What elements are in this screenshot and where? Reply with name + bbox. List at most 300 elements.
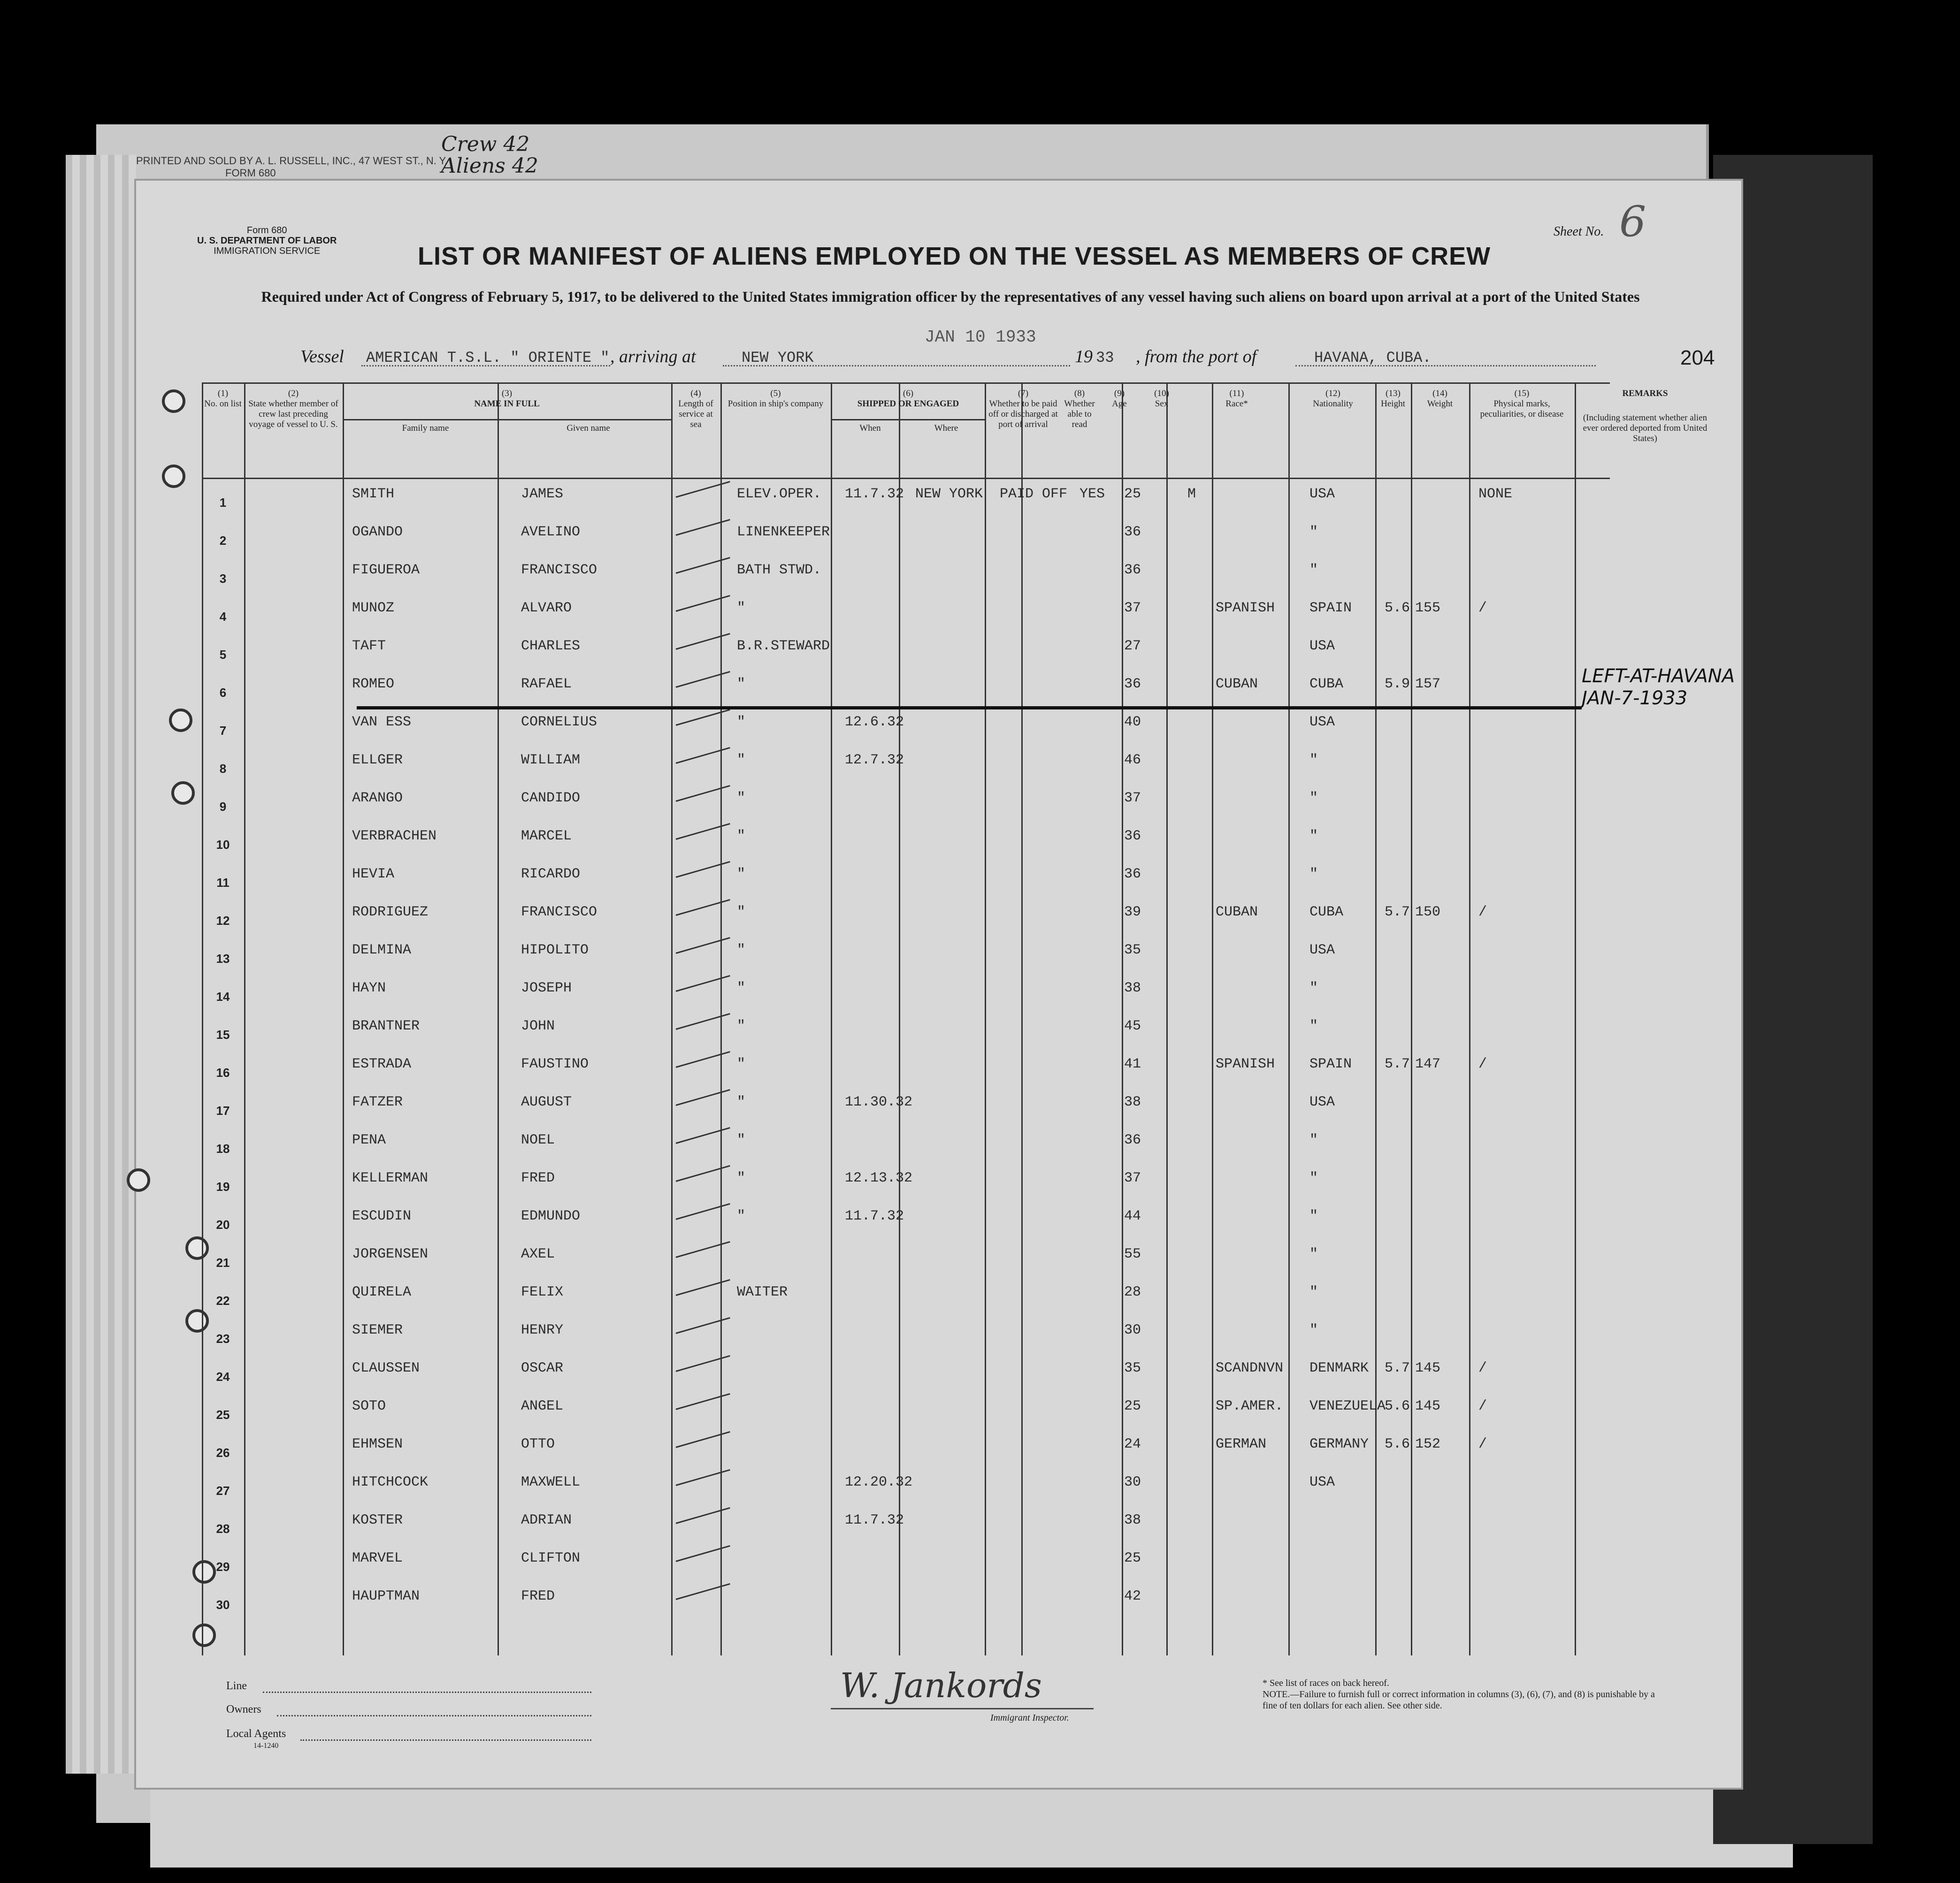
cell-race: GERMAN: [1216, 1436, 1267, 1452]
cell-nationality: ": [1309, 1170, 1318, 1186]
cell-age: 38: [1124, 980, 1141, 996]
binder-hole: [171, 781, 195, 805]
row-number: 5: [219, 648, 227, 662]
cell-race: SCANDNVN: [1216, 1360, 1284, 1376]
column-number: (12): [1325, 389, 1340, 398]
cell-nationality: ": [1309, 562, 1318, 578]
column-rule: [985, 384, 986, 1655]
column-number: (3): [501, 389, 513, 398]
column-header: [245, 389, 341, 430]
cell-paid: PAID OFF: [1000, 486, 1068, 502]
cell-given: RICARDO: [521, 866, 581, 882]
cell-weight: 157: [1415, 676, 1441, 692]
cell-when: 11.7.32: [845, 1512, 904, 1528]
cell-given: RAFAEL: [521, 676, 572, 692]
sheet-number-value: 6: [1619, 197, 1646, 246]
cell-marks: /: [1478, 1398, 1487, 1414]
row-number: 3: [219, 572, 227, 586]
date-stamp: JAN 10 1933: [925, 328, 1036, 347]
row-number: 30: [216, 1598, 230, 1612]
service-check-mark: [676, 823, 730, 840]
cell-nationality: ": [1309, 1246, 1318, 1262]
cell-nationality: ": [1309, 866, 1318, 882]
binder-hole: [162, 389, 185, 413]
inspector-label: Immigrant Inspector.: [990, 1713, 1069, 1723]
binder-hole: [169, 709, 192, 732]
cell-nationality: GERMANY: [1309, 1436, 1369, 1452]
row-number: 2: [219, 534, 227, 548]
cell-marks: /: [1478, 1360, 1487, 1376]
cell-family: VERBRACHEN: [352, 828, 437, 844]
column-header: [1377, 389, 1409, 409]
column-label: Whether to be paid off or discharged at port of arrival: [988, 399, 1058, 429]
row-number: 29: [216, 1560, 230, 1574]
service-check-mark: [676, 937, 730, 954]
row-number: 22: [216, 1294, 230, 1308]
cell-position: ": [737, 790, 746, 806]
cell-family: SMITH: [352, 486, 395, 502]
column-rule: [720, 384, 722, 1655]
column-label: Race*: [1225, 399, 1248, 409]
cell-marks: NONE: [1478, 486, 1513, 502]
service-check-mark: [676, 861, 730, 878]
cell-family: VAN ESS: [352, 714, 412, 730]
cell-when: 11.7.32: [845, 1208, 904, 1224]
cell-age: 37: [1124, 600, 1141, 616]
cell-given: FRED: [521, 1588, 555, 1604]
service-check-mark: [676, 1241, 730, 1258]
cell-position: ": [737, 600, 746, 616]
cell-family: MARVEL: [352, 1550, 403, 1566]
cell-family: SIEMER: [352, 1322, 403, 1338]
column-number: (6): [903, 389, 914, 398]
column-label: Whether able to read: [1064, 399, 1095, 429]
column-rule: [899, 384, 900, 1655]
binder-hole: [127, 1168, 150, 1192]
row-number: 7: [219, 724, 227, 738]
arriving-label: , arriving at: [610, 347, 696, 366]
cell-family: FATZER: [352, 1094, 403, 1110]
cell-position: ": [737, 828, 746, 844]
column-number: (10): [1154, 389, 1169, 398]
cell-weight: 150: [1415, 904, 1441, 920]
cell-nationality: USA: [1309, 486, 1335, 502]
service-check-mark: [676, 1545, 730, 1562]
cell-given: OTTO: [521, 1436, 555, 1452]
service-check-mark: [676, 1013, 730, 1030]
row-number: 23: [216, 1332, 230, 1346]
cell-given: MAXWELL: [521, 1474, 581, 1490]
column-rule: [1469, 384, 1470, 1655]
cell-nationality: USA: [1309, 714, 1335, 730]
cell-given: JOHN: [521, 1018, 555, 1034]
row-number: 12: [216, 914, 230, 928]
cell-nationality: ": [1309, 1132, 1318, 1148]
cell-given: JOSEPH: [521, 980, 572, 996]
column-number: (1): [217, 389, 229, 398]
cell-when: 12.6.32: [845, 714, 904, 730]
cell-given: FAUSTINO: [521, 1056, 589, 1072]
cell-age: 36: [1124, 828, 1141, 844]
cell-weight: 155: [1415, 600, 1441, 616]
cell-age: 24: [1124, 1436, 1141, 1452]
service-check-mark: [676, 1431, 730, 1448]
service-check-mark: [676, 747, 730, 764]
service-check-mark: [676, 633, 730, 650]
column-rule: [202, 384, 203, 1655]
vessel-label: Vessel: [300, 347, 344, 366]
cell-given: FRANCISCO: [521, 562, 597, 578]
cell-age: 41: [1124, 1056, 1141, 1072]
column-header: [1142, 389, 1181, 409]
service-check-mark: [676, 1583, 730, 1600]
cell-nationality: ": [1309, 1322, 1318, 1338]
cell-age: 42: [1124, 1588, 1141, 1604]
service-check-mark: [676, 519, 730, 536]
row-number: 27: [216, 1484, 230, 1498]
cell-family: HAYN: [352, 980, 386, 996]
remark-line-1: LEFT-AT-HAVANA: [1582, 665, 1735, 687]
row-number: 20: [216, 1218, 230, 1232]
column-header: [1412, 389, 1468, 409]
cell-given: AUGUST: [521, 1094, 572, 1110]
cell-nationality: CUBA: [1309, 904, 1344, 920]
footer-form-code: 14-1240: [253, 1742, 279, 1750]
cell-age: 36: [1124, 866, 1141, 882]
cell-family: HITCHCOCK: [352, 1474, 429, 1490]
column-sublabel: Family name: [402, 423, 449, 433]
cell-height: 5.7: [1385, 1360, 1410, 1376]
cell-given: CHARLES: [521, 638, 581, 654]
form-tag: Form 680 U. S. DEPARTMENT OF LABOR IMMIGRATION SERVICE: [197, 225, 337, 256]
year-suffix: 33: [1096, 349, 1114, 366]
cell-nationality: SPAIN: [1309, 1056, 1352, 1072]
vessel-name: AMERICAN T.S.L. " ORIENTE ": [366, 349, 610, 366]
row-number: 28: [216, 1522, 230, 1536]
column-sublabel: Given name: [567, 423, 610, 433]
cell-when: 12.13.32: [845, 1170, 913, 1186]
cell-position: ": [737, 942, 746, 958]
column-header: [1184, 389, 1289, 409]
row-number: 4: [219, 610, 227, 624]
service-check-mark: [676, 557, 730, 574]
column-rule: [1212, 384, 1213, 1655]
row-number: 18: [216, 1142, 230, 1156]
cell-given: WILLIAM: [521, 752, 581, 768]
row-number: 25: [216, 1408, 230, 1422]
row-number: 24: [216, 1370, 230, 1384]
column-rule: [1166, 384, 1168, 1655]
cell-family: FIGUEROA: [352, 562, 420, 578]
column-number: (14): [1432, 389, 1447, 398]
cell-age: 35: [1124, 942, 1141, 958]
cell-age: 36: [1124, 524, 1141, 540]
row-number: 14: [216, 990, 230, 1004]
cell-given: FELIX: [521, 1284, 564, 1300]
cell-nationality: ": [1309, 980, 1318, 996]
inspector-signature: W. Jankords: [840, 1666, 1042, 1705]
column-header: [344, 389, 670, 434]
printer-header: PRINTED AND SOLD BY A. L. RUSSELL, INC., 47 WEST ST., N. Y. FORM 680: [136, 155, 448, 179]
cell-sex: M: [1187, 486, 1196, 502]
cell-position: ": [737, 980, 746, 996]
service-check-mark: [676, 899, 730, 916]
cell-given: FRANCISCO: [521, 904, 597, 920]
cell-position: LINENKEEPER: [737, 524, 830, 540]
column-rule: [1375, 384, 1377, 1655]
page-title: LIST OR MANIFEST OF ALIENS EMPLOYED ON THE VESSEL AS MEMBERS OF CREW: [418, 242, 1491, 270]
row-number: 19: [216, 1180, 230, 1194]
cell-position: ": [737, 752, 746, 768]
column-rule: [1122, 384, 1123, 1655]
cell-age: 55: [1124, 1246, 1141, 1262]
column-header: [832, 389, 984, 434]
cell-marks: /: [1478, 904, 1487, 920]
row-number: 9: [219, 800, 227, 814]
column-rule: [343, 384, 344, 1655]
footer-agents-label: Local Agents: [226, 1728, 286, 1740]
cell-age: 36: [1124, 676, 1141, 692]
cell-given: ANGEL: [521, 1398, 564, 1414]
cell-nationality: ": [1309, 1284, 1318, 1300]
cell-age: 39: [1124, 904, 1141, 920]
column-number: (13): [1386, 389, 1401, 398]
service-check-mark: [676, 671, 730, 688]
column-rule: [1575, 384, 1576, 1655]
cell-read: YES: [1080, 486, 1105, 502]
cell-marks: /: [1478, 1056, 1487, 1072]
service-check-mark: [676, 1317, 730, 1334]
cell-position: ": [737, 1132, 746, 1148]
cell-given: HIPOLITO: [521, 942, 589, 958]
column-header: [1292, 389, 1374, 409]
cell-age: 25: [1124, 1398, 1141, 1414]
column-header: [203, 389, 243, 409]
column-label: SHIPPED OR ENGAGED: [857, 399, 959, 409]
column-number: (7): [1018, 389, 1029, 398]
column-number: (15): [1514, 389, 1530, 398]
column-number: (2): [288, 389, 299, 398]
cell-position: ": [737, 1018, 746, 1034]
row-number: 26: [216, 1446, 230, 1460]
cell-height: 5.6: [1385, 1398, 1410, 1414]
cell-nationality: VENEZUELA: [1309, 1398, 1386, 1414]
column-sublabel: Where: [934, 423, 958, 433]
sheet-number-label: Sheet No.: [1554, 224, 1604, 239]
row-number: 6: [219, 686, 227, 700]
cell-nationality: ": [1309, 752, 1318, 768]
column-header: [1062, 389, 1097, 430]
column-label: Length of service at sea: [678, 399, 713, 429]
cell-nationality: SPAIN: [1309, 600, 1352, 616]
vessel-dotline-1: [361, 365, 610, 366]
cell-weight: 152: [1415, 1436, 1441, 1452]
header-rule: [202, 478, 1610, 479]
cell-family: PENA: [352, 1132, 386, 1148]
row-number: 13: [216, 952, 230, 966]
column-rule: [1411, 384, 1412, 1655]
footer-owners-field: [277, 1715, 591, 1716]
cell-family: EHMSEN: [352, 1436, 403, 1452]
cell-age: 40: [1124, 714, 1141, 730]
cell-given: FRED: [521, 1170, 555, 1186]
row-number: 8: [219, 762, 227, 776]
footer-notes: * See list of races on back hereof. NOTE.—Failure to furnish full or correct information in columns (3), (6), (7), and (8) is punishable by a fine of ten dollars for each alien. See other side.: [1263, 1678, 1655, 1711]
column-label: Position in ship's company: [727, 399, 824, 409]
binder-hole: [162, 465, 185, 488]
cell-family: ESCUDIN: [352, 1208, 412, 1224]
column-number: (9): [1114, 389, 1125, 398]
column-rule: [244, 384, 245, 1655]
remark-line-2: JAN-7-1933: [1582, 687, 1688, 709]
column-label: REMARKS: [1622, 389, 1668, 398]
from-label: , from the port of: [1136, 347, 1257, 366]
cell-age: 46: [1124, 752, 1141, 768]
footer-owners-label: Owners: [226, 1703, 261, 1715]
cell-race: SPANISH: [1216, 600, 1275, 616]
cell-nationality: CUBA: [1309, 676, 1344, 692]
service-check-mark: [676, 1393, 730, 1410]
cell-nationality: DENMARK: [1309, 1360, 1369, 1376]
column-label: No. on list: [204, 399, 242, 409]
column-header: [722, 389, 829, 409]
cell-position: B.R.STEWARD: [737, 638, 830, 654]
cell-age: 36: [1124, 1132, 1141, 1148]
cell-age: 37: [1124, 790, 1141, 806]
cell-position: ELEV.OPER.: [737, 486, 822, 502]
cell-given: AVELINO: [521, 524, 581, 540]
cell-race: SP.AMER.: [1216, 1398, 1284, 1414]
row-number: 17: [216, 1104, 230, 1118]
cell-nationality: ": [1309, 790, 1318, 806]
row-number: 16: [216, 1066, 230, 1080]
cell-nationality: ": [1309, 1208, 1318, 1224]
cell-given: CORNELIUS: [521, 714, 597, 730]
row-number: 10: [216, 838, 230, 852]
cell-family: SOTO: [352, 1398, 386, 1414]
cell-family: ESTRADA: [352, 1056, 412, 1072]
column-label: Age: [1112, 399, 1127, 409]
cell-given: OSCAR: [521, 1360, 564, 1376]
cell-position: ": [737, 1170, 746, 1186]
column-label: NAME IN FULL: [474, 399, 540, 409]
cell-family: ELLGER: [352, 752, 403, 768]
cell-given: AXEL: [521, 1246, 555, 1262]
cell-family: DELMINA: [352, 942, 412, 958]
cell-marks: /: [1478, 600, 1487, 616]
column-header: [987, 389, 1059, 430]
arrival-port: NEW YORK: [742, 349, 814, 366]
cell-age: 30: [1124, 1322, 1141, 1338]
cell-family: ARANGO: [352, 790, 403, 806]
cell-position: ": [737, 676, 746, 692]
underlying-sheet-bottom: [150, 1783, 1793, 1868]
cell-age: 44: [1124, 1208, 1141, 1224]
column-label: Physical marks, peculiarities, or disease: [1480, 399, 1564, 419]
cell-given: MARCEL: [521, 828, 572, 844]
cell-position: ": [737, 904, 746, 920]
row-number: 21: [216, 1256, 230, 1270]
cell-family: RODRIGUEZ: [352, 904, 429, 920]
column-number: (4): [690, 389, 701, 398]
page-number: 204: [1680, 346, 1715, 369]
cell-family: OGANDO: [352, 524, 403, 540]
cell-age: 25: [1124, 486, 1141, 502]
row-number: 11: [216, 876, 230, 890]
cell-position: BATH STWD.: [737, 562, 822, 578]
cell-given: ALVARO: [521, 600, 572, 616]
cell-height: 5.6: [1385, 600, 1410, 616]
cell-family: QUIRELA: [352, 1284, 412, 1300]
cell-age: 38: [1124, 1094, 1141, 1110]
service-check-mark: [676, 785, 730, 802]
column-sublabel: (Including statement whether alien ever ordered deported from United States): [1583, 413, 1707, 443]
cell-nationality: ": [1309, 524, 1318, 540]
column-rule: [498, 384, 499, 1655]
cell-age: 27: [1124, 638, 1141, 654]
cell-nationality: ": [1309, 828, 1318, 844]
cell-position: ": [737, 714, 746, 730]
cell-given: CLIFTON: [521, 1550, 581, 1566]
column-rule: [1288, 384, 1290, 1655]
footer-line-field: [263, 1692, 591, 1693]
service-check-mark: [676, 709, 730, 726]
crew-count-note: Crew 42 Aliens 42: [441, 132, 538, 178]
column-label: State whether member of crew last preceding voyage of vessel to U. S.: [248, 399, 338, 429]
service-check-mark: [676, 595, 730, 612]
cell-age: 28: [1124, 1284, 1141, 1300]
cell-nationality: USA: [1309, 942, 1335, 958]
column-number: (5): [770, 389, 781, 398]
cell-age: 45: [1124, 1018, 1141, 1034]
column-header: [673, 389, 719, 430]
cell-family: CLAUSSEN: [352, 1360, 420, 1376]
year-prefix: 19: [1075, 347, 1093, 366]
cell-position: ": [737, 1094, 746, 1110]
cell-given: NOEL: [521, 1132, 555, 1148]
cell-age: 30: [1124, 1474, 1141, 1490]
row-number: 15: [216, 1028, 230, 1042]
cell-age: 38: [1124, 1512, 1141, 1528]
row-number: 1: [219, 496, 227, 510]
column-header: [1100, 389, 1139, 409]
cell-when: 11.30.32: [845, 1094, 913, 1110]
cell-position: ": [737, 866, 746, 882]
service-check-mark: [676, 1469, 730, 1486]
column-header: [1470, 389, 1573, 419]
service-check-mark: [676, 1507, 730, 1524]
cell-nationality: USA: [1309, 1474, 1335, 1490]
cell-weight: 147: [1415, 1056, 1441, 1072]
cell-nationality: ": [1309, 1018, 1318, 1034]
cell-age: 25: [1124, 1550, 1141, 1566]
cell-when: 12.20.32: [845, 1474, 913, 1490]
service-check-mark: [676, 1279, 730, 1296]
cell-age: 37: [1124, 1170, 1141, 1186]
inspector-line: [831, 1708, 1094, 1709]
cell-family: ROMEO: [352, 676, 395, 692]
cell-weight: 145: [1415, 1360, 1441, 1376]
cell-family: BRANTNER: [352, 1018, 420, 1034]
cell-family: KOSTER: [352, 1512, 403, 1528]
cell-when: 11.7.32: [845, 486, 904, 502]
service-check-mark: [676, 1355, 730, 1372]
column-rule: [1021, 384, 1023, 1655]
column-label: Height: [1381, 399, 1405, 409]
column-label: Nationality: [1313, 399, 1353, 409]
cell-family: KELLERMAN: [352, 1170, 429, 1186]
service-check-mark: [676, 1127, 730, 1144]
